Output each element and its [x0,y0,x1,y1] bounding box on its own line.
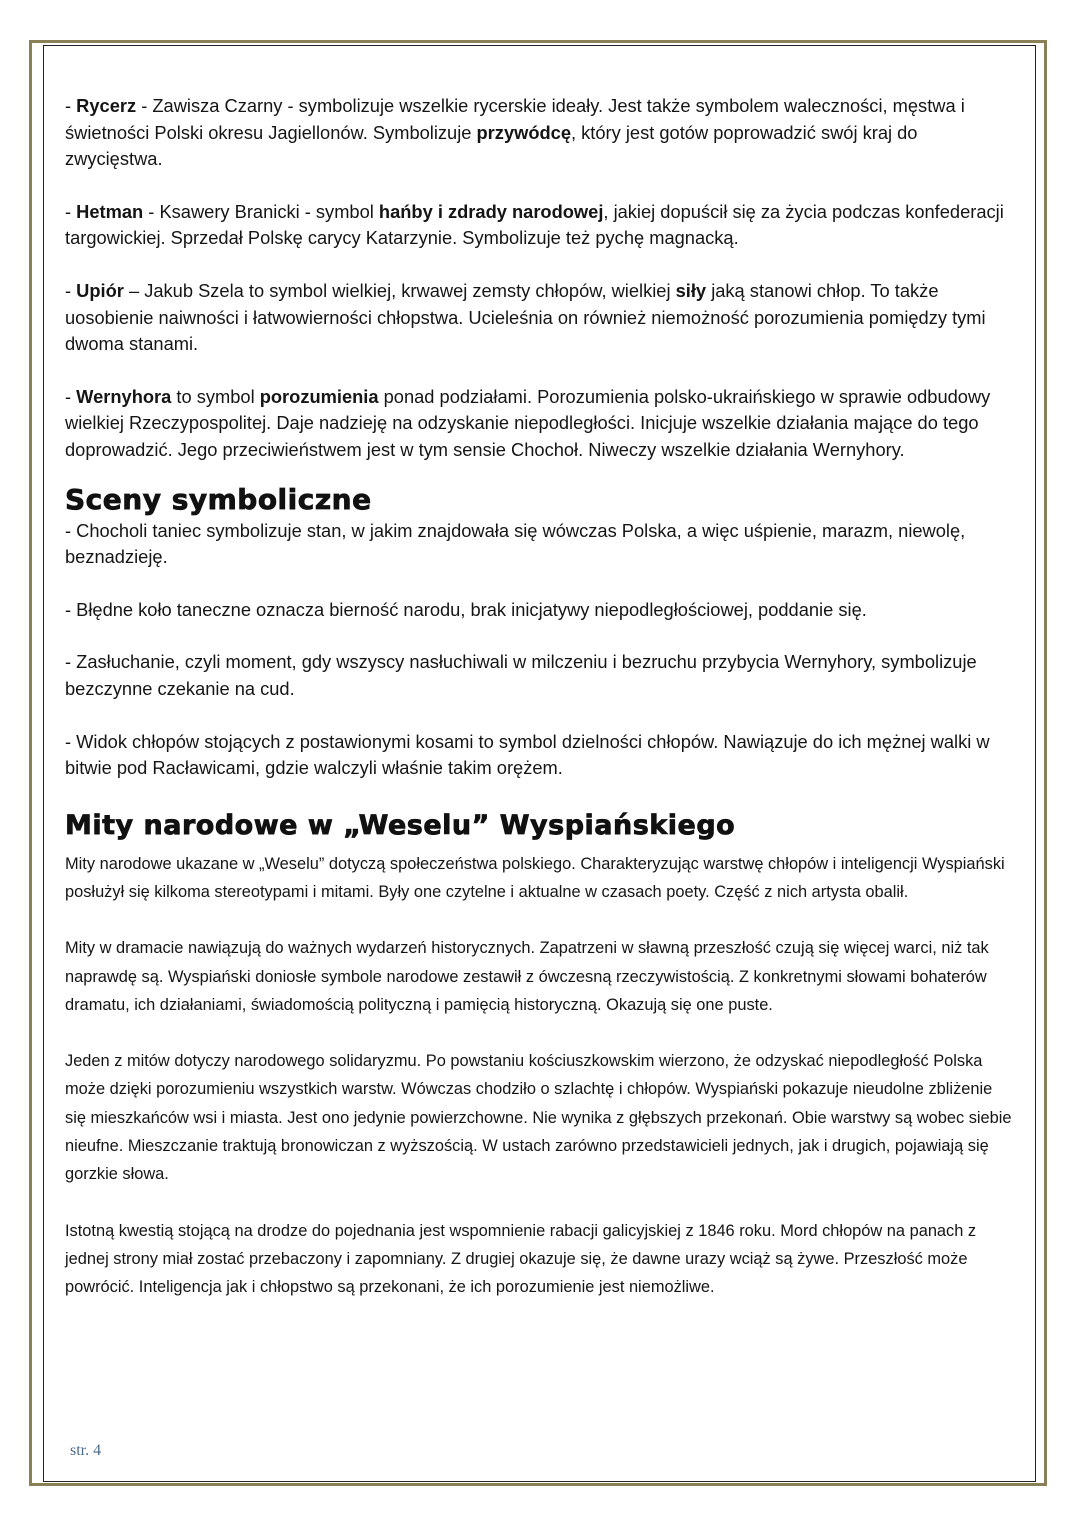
myth-paragraph: Mity narodowe ukazane w „Weselu” dotyczą społeczeństwa polskiego. Charakteryzując warstwę chłopów i inteligencji Wyspiański posłużył się kilkoma stereotypami i mitami. Były one czytelne i aktualne w czasach poety. Część z nich artysta obalił. [65,854,1005,901]
myth-paragraph: Jeden z mitów dotyczy narodowego solidaryzmu. Po powstaniu kościuszkowskim wierzono, że odzyskać niepodległość Polska może dzięki porozumieniu wszystkich warstw. Wówczas chodziło o szlachtę i chłopów. Wyspiański pokazuje nieudolne zbliżenie się mieszkańców wsi i miasta. Jest ono jedynie powierzchowne. Nie wynika z głębszych przekonań. Obie warstwy są wobec siebie nieufne. Mieszczanie traktują bronowiczan z wyższością. W ustach zarówno przedstawicieli jednych, jak i drugich, pojawiają się gorzkie słowa. [65,1052,1012,1184]
myth-paragraph: Mity w dramacie nawiązują do ważnych wydarzeń historycznych. Zapatrzeni w sławną przeszłość czują się więcej warci, niż tak naprawdę są. Wyspiański doniosłe symbole narodowe zestawił z ówczesną rzeczywistością. Z konkretnymi słowami bohaterów dramatu, ich działaniami, świadomością polityczną i pamięcią historyczną. Okazują się one puste. [65,939,989,1014]
keyword: porozumienia [259,385,379,407]
character-hetman: - Hetman - Ksawery Branicki - symbol hańby i zdrady narodowej, jakiej dopuścił się za życia podczas konfederacji targowickiej. Sprzedał Polskę carycy Katarzynie. Symbolizuje też pychę magnacką. [65,200,1004,249]
section-title-myths: Mity narodowe w „Weselu” Wyspiańskiego [65,809,736,841]
scene-item: - Widok chłopów stojących z postawionymi kosami to symbol dzielności chłopów. Nawiązuje do ich mężnej walki w bitwie pod Racławicami, gdzie walczyli właśnie takim orężem. [65,730,990,779]
myth-paragraph: Istotną kwestią stojącą na drodze do pojednania jest wspomnienie rabacji galicyjskiej z 1846 roku. Mord chłopów na panach z jednej strony miał zostać przebaczony i zapomniany. Z drugiej okazuje się, że dawne urazy wciąż są żywe. Przeszłość może powrócić. Inteligencja jak i chłopstwo są przekonani, że ich porozumienie jest niemożliwe. [65,1221,977,1297]
keyword: hańby i zdrady narodowej [378,200,604,222]
page-content [65,93,1015,1330]
keyword: siły [675,279,707,301]
keyword: przywódcę [476,121,571,143]
scene-item: - Chocholi taniec symbolizuje stan, w jakim znajdowała się wówczas Polska, a więc uśpienie, marazm, niewolę, beznadzieję. [65,519,966,568]
scene-item: - Zasłuchanie, czyli moment, gdy wszyscy nasłuchiwali w milczeniu i bezruchu przybycia Wernyhory, symbolizuje bezczynne czekanie na cud. [65,651,977,699]
character-rycerz: - Rycerz - Zawisza Czarny - symbolizuje wszelkie rycerskie ideały. Jest także symbolem waleczności, męstwa i świetności Polski okresu Jagiellonów. Symbolizuje przywódcę, który jest gotów poprowadzić swój kraj do zwycięstwa. [65,95,965,170]
character-upior: - Upiór – Jakub Szela to symbol wielkiej, krwawej zemsty chłopów, wielkiej siły jaką stanowi chłop. To także uosobienie naiwności i łatwowierności chłopstwa. Ucieleśnia on również niemożność porozumienia pomiędzy tymi dwoma stanami. [65,279,986,355]
character-name: Hetman [76,200,144,222]
page-number: str. 4 [70,1442,102,1459]
character-wernyhora: - Wernyhora to symbol porozumienia ponad podziałami. Porozumienia polsko-ukraińskiego w sprawie odbudowy wielkiej Rzeczypospolitej. Daje nadzieję na odzyskanie niepodległości. Inicjuje wszelkie działania mające do tego doprowadzić. Jego przeciwieństwem jest w tym sensie Chochoł. Niweczy wszelkie działania Wernyhory. [65,385,991,460]
scene-item: - Błędne koło taneczne oznacza bierność narodu, brak inicjatywy niepodległościowej, poddanie się. [65,598,867,620]
character-name: Wernyhora [76,385,172,407]
character-name: Rycerz [76,95,137,116]
section-title-scenes: Sceny symboliczne [65,482,372,516]
character-name: Upiór [76,279,124,301]
